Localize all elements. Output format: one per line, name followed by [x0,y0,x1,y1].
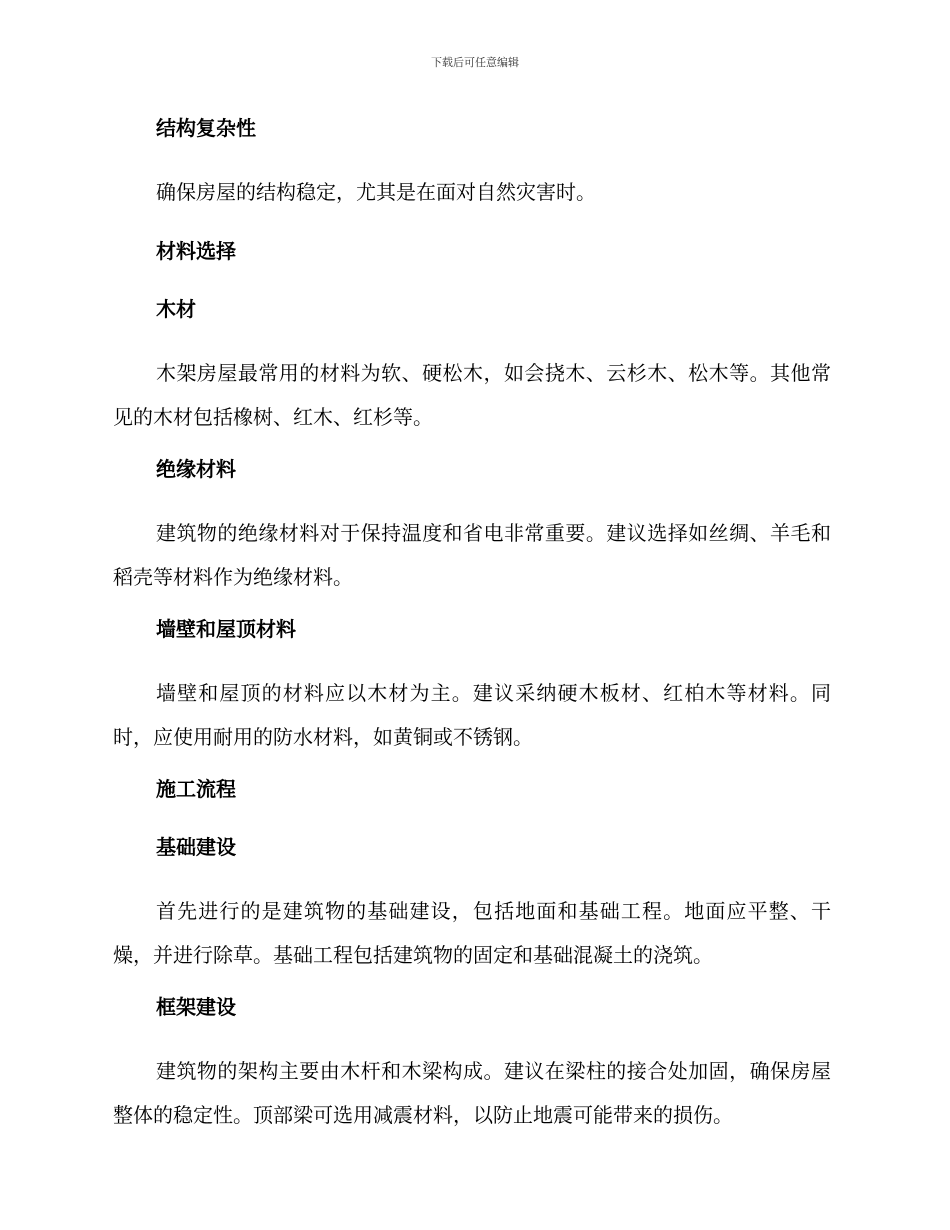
heading-wall-roof: 墙壁和屋顶材料 [156,616,296,641]
para-wall-roof: 墙壁和屋顶的材料应以木材为主。建议采纳硬木板材、红柏木等材料。同时，应使用耐用的防水材料，如黄铜或不锈钢。 [113,680,831,749]
para-insulation: 建筑物的绝缘材料对于保持温度和省电非常重要。建议选择如丝绸、羊毛和稻壳等材料作为绝缘材料。 [113,520,831,589]
heading-construction-process: 施工流程 [156,776,236,801]
heading-wood: 木材 [156,296,196,321]
heading-foundation: 基础建设 [156,834,236,859]
heading-structure-complexity: 结构复杂性 [156,116,256,140]
para-foundation: 首先进行的是建筑物的基础建设，包括地面和基础工程。地面应平整、干燥，并进行除草。基础工程包括建筑物的固定和基础混凝土的浇筑。 [113,898,831,967]
para-wood: 木架房屋最常用的材料为软、硬松木，如会挠木、云杉木、松木等。其他常见的木材包括橡树、红木、红杉等。 [113,360,831,429]
page-header: 下载后可任意编辑 [431,56,519,69]
heading-framework: 框架建设 [156,994,236,1019]
document-body [113,112,831,1151]
heading-material-selection: 材料选择 [156,238,236,263]
para-framework: 建筑物的架构主要由木杆和木梁构成。建议在梁柱的接合处加固，确保房屋整体的稳定性。顶部梁可选用减震材料，以防止地震可能带来的损伤。 [113,1058,831,1127]
heading-insulation: 绝缘材料 [156,456,236,481]
para-structure-stability: 确保房屋的结构稳定，尤其是在面对自然灾害时。 [156,180,596,204]
